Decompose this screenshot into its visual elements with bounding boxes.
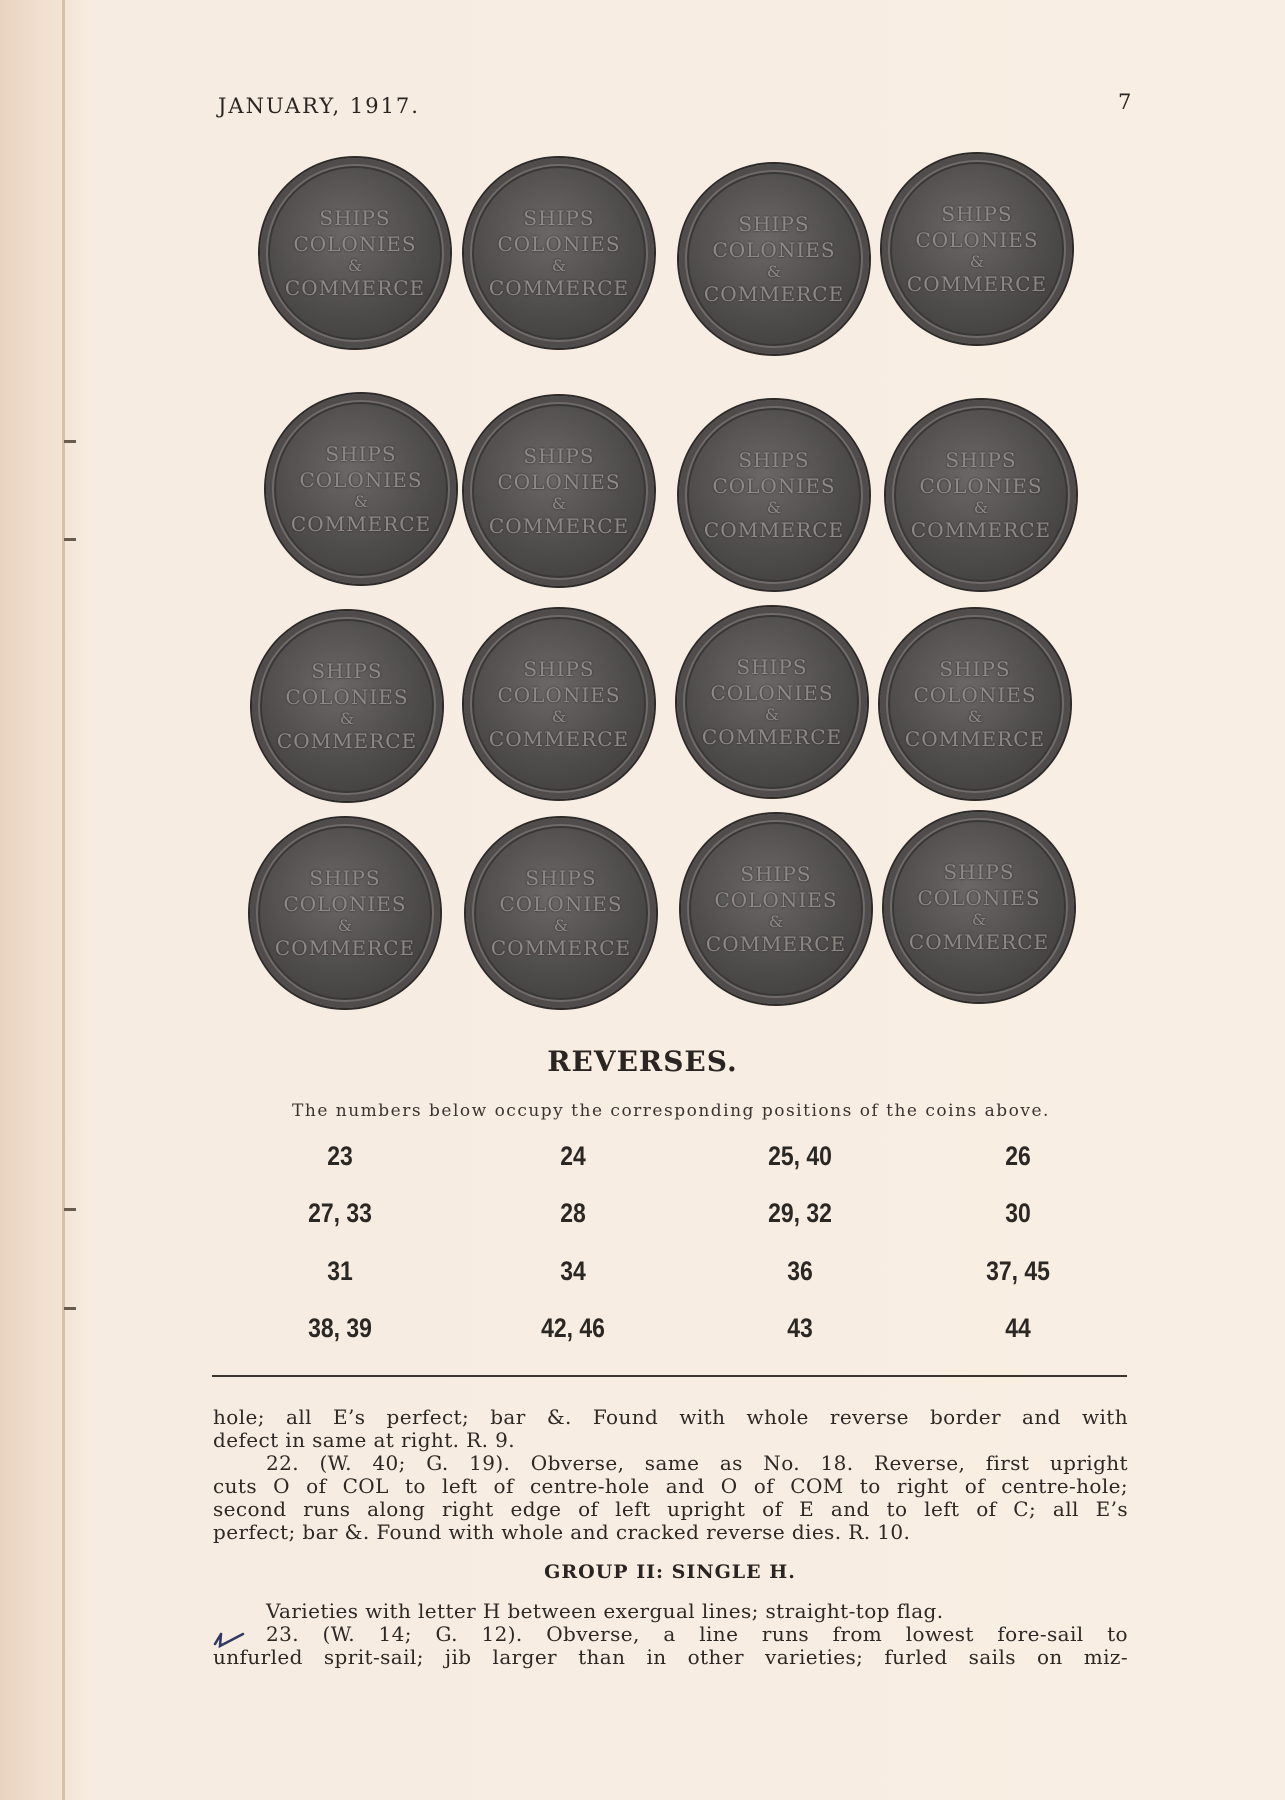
reverse-number-cell: 29, 32 (768, 1198, 832, 1228)
coin-legend-text: SHIPS (525, 866, 597, 890)
coin-legend-text: SHIPS (523, 657, 595, 681)
coin-legend-text: SHIPS (325, 442, 397, 466)
reverse-number-cell: 31 (327, 1256, 353, 1286)
binding-stitch (64, 1208, 76, 1211)
coin-image (884, 812, 1074, 1002)
coin-legend-text: COLONIES (497, 683, 621, 707)
coin-legend-text: SHIPS (738, 448, 810, 472)
coin-legend-text: COMMERCE (488, 727, 630, 751)
coin-legend-text: COLONIES (285, 685, 409, 709)
binding-stitch (64, 538, 76, 541)
coin-legend-text: & (551, 707, 567, 726)
coin-image (681, 814, 871, 1004)
group-heading: GROUP II: SINGLE H. (544, 1561, 796, 1583)
reverse-number-cell: 34 (560, 1256, 586, 1286)
coin-legend-text: COLONIES (714, 888, 838, 912)
paragraph-line: Varieties with letter H between exergual lines; straight-top flag. (266, 1599, 944, 1623)
coin-legend-text: COLONIES (499, 892, 623, 916)
coin-legend-text: COMMERCE (703, 518, 845, 542)
coin-legend-text: COMMERCE (910, 518, 1052, 542)
plate-note: The numbers below occupy the corresponding positions of the coins above. (292, 1101, 1050, 1121)
paragraph-line: hole; all E’s perfect; bar &. Found with whole reverse border and with (213, 1405, 1128, 1429)
coin-legend-text: SHIPS (941, 202, 1013, 226)
coin-legend-text: & (971, 910, 987, 929)
coin-legend-text: SHIPS (319, 206, 391, 230)
coin-legend-text: COMMERCE (276, 729, 418, 753)
section-divider (212, 1375, 1127, 1377)
page-number: 7 (1118, 90, 1132, 114)
coin-legend-text: COLONIES (283, 892, 407, 916)
coin-image (252, 611, 442, 801)
reverse-number-cell: 25, 40 (768, 1141, 832, 1171)
binding-stitch (64, 1307, 76, 1310)
reverse-number-cell: 23 (327, 1141, 353, 1171)
paragraph-line: second runs along right edge of left upright of E and to left of C; all E’s (213, 1497, 1128, 1521)
coin-legend-text: COMMERCE (274, 936, 416, 960)
coin-legend-text: SHIPS (738, 212, 810, 236)
coin-legend-text: SHIPS (309, 866, 381, 890)
coin-legend-text: & (967, 707, 983, 726)
reverse-number-cell: 27, 33 (308, 1198, 372, 1228)
coin-image (882, 154, 1072, 344)
coin-legend-text: COMMERCE (701, 725, 843, 749)
coin-legend-text: & (339, 709, 355, 728)
coin-legend-text: & (973, 498, 989, 517)
coin-legend-text: COLONIES (919, 474, 1043, 498)
coin-image (886, 400, 1076, 590)
coin-legend-text: SHIPS (311, 659, 383, 683)
coin-legend-text: & (353, 492, 369, 511)
coin-legend-text: COLONIES (712, 474, 836, 498)
binding-stitch (64, 440, 76, 443)
coin-image (266, 394, 456, 584)
coin-image (679, 164, 869, 354)
binding-edge (62, 0, 65, 1800)
coin-legend-text: & (551, 494, 567, 513)
coin-image (464, 609, 654, 799)
coin-legend-text: COMMERCE (908, 930, 1050, 954)
paragraph-line: unfurled sprit-sail; jib larger than in other varieties; furled sails on miz- (213, 1645, 1128, 1669)
paragraph-line: perfect; bar &. Found with whole and cracked reverse dies. R. 10. (213, 1520, 911, 1544)
coin-legend-text: COLONIES (712, 238, 836, 262)
header-date: JANUARY, 1917. (218, 94, 420, 118)
coin-legend-text: COLONIES (497, 470, 621, 494)
coin-legend-text: SHIPS (523, 444, 595, 468)
reverse-number-cell: 26 (1005, 1141, 1031, 1171)
reverse-number-cell: 43 (787, 1313, 813, 1343)
coin-legend-text: SHIPS (736, 655, 808, 679)
coin-legend-text: & (347, 256, 363, 275)
coin-legend-text: COMMERCE (904, 727, 1046, 751)
paragraph-line: 23. (W. 14; G. 12). Obverse, a line runs from lowest fore-sail to (266, 1622, 1128, 1646)
coin-legend-text: SHIPS (740, 862, 812, 886)
coin-legend-text: COLONIES (293, 232, 417, 256)
coin-legend-text: & (766, 498, 782, 517)
coin-image (464, 396, 654, 586)
coin-legend-text: COLONIES (917, 886, 1041, 910)
coin-legend-text: COMMERCE (284, 276, 426, 300)
coin-image (464, 158, 654, 348)
coin-legend-text: SHIPS (943, 860, 1015, 884)
coin-legend-text: COMMERCE (488, 276, 630, 300)
coin-image (466, 818, 656, 1008)
coin-legend-text: & (553, 916, 569, 935)
coin-image (260, 158, 450, 348)
reverse-number-cell: 28 (560, 1198, 586, 1228)
coin-legend-text: COLONIES (913, 683, 1037, 707)
coin-image (679, 400, 869, 590)
paragraph-line: defect in same at right. R. 9. (213, 1428, 516, 1452)
plate-title: REVERSES. (547, 1045, 738, 1078)
reverse-number-cell: 42, 46 (541, 1313, 605, 1343)
reverse-number-cell: 38, 39 (308, 1313, 372, 1343)
coin-image (250, 818, 440, 1008)
reverse-number-cell: 30 (1005, 1198, 1031, 1228)
coin-plate (250, 150, 1090, 1020)
coin-legend-text: COMMERCE (703, 282, 845, 306)
paragraph-line: 22. (W. 40; G. 19). Obverse, same as No. 18. Reverse, first upright (266, 1451, 1128, 1475)
coin-legend-text: COMMERCE (290, 512, 432, 536)
reverse-number-cell: 37, 45 (986, 1256, 1050, 1286)
reverse-number-cell: 36 (787, 1256, 813, 1286)
coin-legend-text: SHIPS (945, 448, 1017, 472)
coin-legend-text: COMMERCE (488, 514, 630, 538)
coin-legend-text: COLONIES (710, 681, 834, 705)
coin-legend-text: COMMERCE (705, 932, 847, 956)
coin-image (677, 607, 867, 797)
coin-legend-text: & (768, 912, 784, 931)
coin-legend-text: & (764, 705, 780, 724)
coin-legend-text: COLONIES (497, 232, 621, 256)
coin-legend-text: COLONIES (299, 468, 423, 492)
reverse-number-cell: 24 (560, 1141, 586, 1171)
coin-legend-text: SHIPS (523, 206, 595, 230)
coin-legend-text: COLONIES (915, 228, 1039, 252)
coin-legend-text: SHIPS (939, 657, 1011, 681)
coin-legend-text: COMMERCE (906, 272, 1048, 296)
coin-legend-text: & (766, 262, 782, 281)
paragraph-line: cuts O of COL to left of centre-hole and O of COM to right of centre-hole; (213, 1474, 1128, 1498)
coin-image (880, 609, 1070, 799)
coin-legend-text: COMMERCE (490, 936, 632, 960)
reverse-number-cell: 44 (1005, 1313, 1031, 1343)
coin-legend-text: & (551, 256, 567, 275)
coin-legend-text: & (969, 252, 985, 271)
coin-legend-text: & (337, 916, 353, 935)
